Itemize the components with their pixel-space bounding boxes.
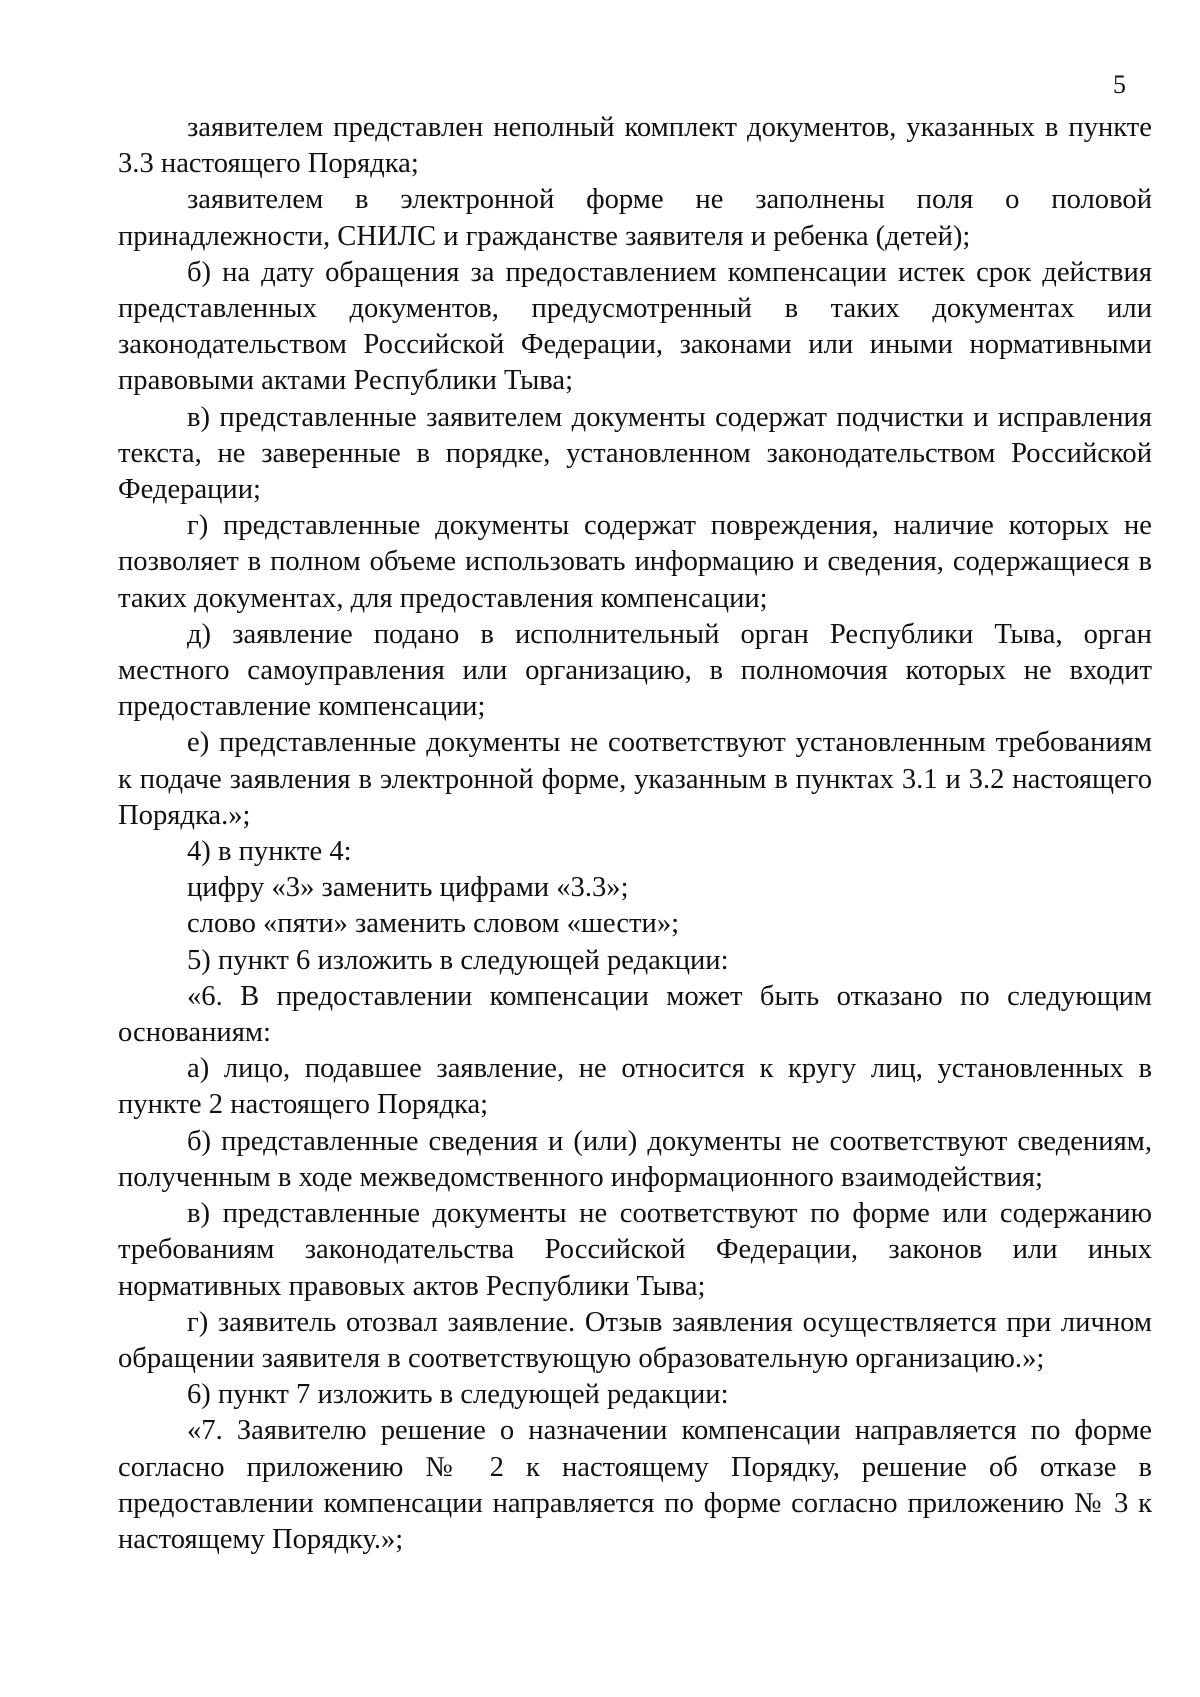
paragraph-item-d-wrong-authority: д) заявление подано в исполнительный орган Республики Тыва, орган местного самоуправления или организацию, в полномочия которых не входит предоставление компенсации; — [118, 618, 1152, 723]
paragraph-item-g-damage: г) представленные документы содержат повреждения, наличие которых не позволяет в полном объеме использовать информацию и сведения, содержащиеся в таких документах, для предоставления компенсации; — [118, 510, 1152, 614]
paragraph-point-6: 6) пункт 7 изложить в следующей редакции: — [187, 1379, 729, 1411]
paragraph-item-e-requirements: е) представленные документы не соответствуют установленным требованиям к подаче заявления в электронной форме, указанным в пунктах 3.1 и 3.2 настоящего Порядка.»; — [118, 727, 1152, 831]
paragraph-item-b-expired: б) на дату обращения за предоставлением компенсации истек срок действия представленных документов, предусмотренный в таких документах или законодательством Российской Федерации, законами или иными нормативными правовыми актами Республики Тыва; — [118, 256, 1152, 397]
paragraph-replace-word: слово «пяти» заменить словом «шести»; — [187, 908, 680, 940]
paragraph-clause-6-a: а) лицо, подавшее заявление, не относится к кругу лиц, установленных в пункте 2 настоящего Порядка; — [118, 1053, 1152, 1121]
paragraph-point-4: 4) в пункте 4: — [187, 836, 352, 868]
page-number: 5 — [1113, 70, 1126, 99]
paragraph-incomplete-documents: заявителем представлен неполный комплект документов, указанных в пункте 3.3 настоящего Порядка; — [118, 112, 1152, 180]
document-body — [118, 110, 1152, 1558]
paragraph-clause-6-v: в) представленные документы не соответствуют по форме или содержанию требованиям законодательства Российской Федерации, законов или иных нормативных правовых актов Республики Тыва; — [118, 1198, 1152, 1302]
paragraph-point-5: 5) пункт 6 изложить в следующей редакции: — [187, 944, 729, 976]
paragraph-clause-6-intro: «6. В предоставлении компенсации может быть отказано по следующим основаниям: — [118, 980, 1152, 1049]
paragraph-electronic-form-fields: заявителем в электронной форме не заполнены поля о половой принадлежности, СНИЛС и гражданстве заявителя и ребенка (детей); — [118, 184, 1152, 252]
paragraph-clause-6-b: б) представленные сведения и (или) документы не соответствуют сведениям, полученным в ходе межведомственного информационного взаимодействия; — [118, 1125, 1152, 1193]
paragraph-item-v-corrections: в) представленные заявителем документы содержат подчистки и исправления текста, не заверенные в порядке, установленном законодательством Российской Федерации; — [118, 401, 1152, 506]
paragraph-clause-7: «7. Заявителю решение о назначении компенсации направляется по форме согласно приложению № 2 к настоящему Порядку, решение об отказе в предоставлении компенсации направляется по форме согласно приложению № 3 к настоящему Порядку.»; — [118, 1415, 1152, 1555]
paragraph-clause-6-g: г) заявитель отозвал заявление. Отзыв заявления осуществляется при личном обращении заявителя в соответствующую образовательную организацию.»; — [118, 1306, 1152, 1374]
paragraph-replace-digit: цифру «3» заменить цифрами «3.3»; — [187, 872, 629, 904]
